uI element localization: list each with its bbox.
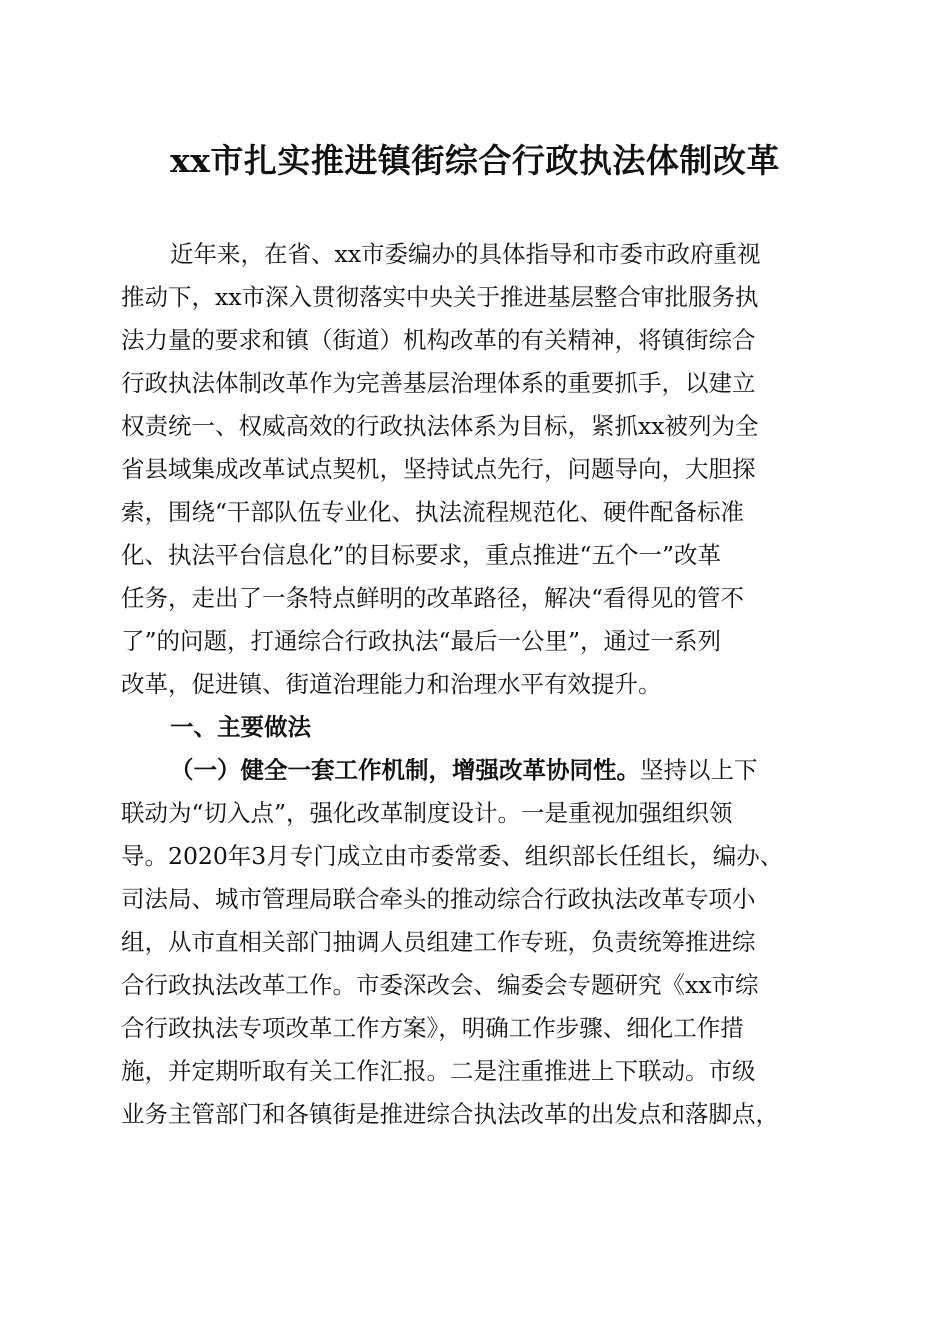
paragraph-line: 了”的问题，打通综合行政执法“最后一公里”，通过一系列 — [121, 627, 722, 655]
section-heading: 一、主要做法 — [170, 713, 311, 741]
paragraph-line: 化、执法平台信息化”的目标要求，重点推进“五个一”改革 — [121, 541, 722, 569]
paragraph-line: 司法局、城市管理局联合牵头的推动综合行政执法改革专项小 — [121, 885, 756, 913]
paragraph-line: 合行政执法专项改革工作方案》，明确工作步骤、细化工作措 — [121, 1014, 744, 1042]
paragraph-line: 导。2020年3月专门成立由市委常委、组织部长任组长，编办、 — [121, 842, 784, 870]
paragraph-line: 索，围绕“干部队伍专业化、执法流程规范化、硬件配备标准 — [121, 498, 745, 526]
paragraph-line: 权责统一、权威高效的行政执法体系为目标，紧抓xx被列为全 — [121, 412, 759, 440]
sub-heading: （一）健全一套工作机制，增强改革协同性。 — [170, 756, 640, 784]
paragraph-line: 组，从市直相关部门抽调人员组建工作专班，负责统筹推进综 — [121, 928, 756, 956]
paragraph-line — [170, 750, 758, 790]
paragraph-line: 近年来，在省、xx市委编办的具体指导和市委市政府重视 — [170, 240, 761, 268]
paragraph-line: 法力量的要求和镇（街道）机构改革的有关精神，将镇街综合 — [121, 326, 756, 354]
paragraph-line: 合行政执法改革工作。市委深改会、编委会专题研究《xx市综 — [121, 971, 759, 999]
paragraph-line: 业务主管部门和各镇街是推进综合执法改革的出发点和落脚点， — [121, 1100, 779, 1128]
paragraph-line: 联动为“切入点”，强化改革制度设计。一是重视加强组织领 — [121, 799, 733, 827]
paragraph-line: 改革，促进镇、街道治理能力和治理水平有效提升。 — [121, 670, 662, 698]
paragraph-line: 行政执法体制改革作为完善基层治理体系的重要抓手，以建立 — [121, 369, 756, 397]
document-title: xx市扎实推进镇街综合行政执法体制改革 — [170, 141, 780, 180]
paragraph-line: 推动下，xx市深入贯彻落实中央关于推进基层整合审批服务执 — [121, 283, 759, 311]
paragraph-line: 省县域集成改革试点契机，坚持试点先行，问题导向，大胆探 — [121, 455, 756, 483]
paragraph-line: 施，并定期听取有关工作汇报。二是注重推进上下联动。市级 — [121, 1057, 756, 1085]
paragraph-text: 坚持以上下 — [640, 756, 758, 784]
paragraph-line: 任务，走出了一条特点鲜明的改革路径，解决“看得见的管不 — [121, 584, 745, 612]
